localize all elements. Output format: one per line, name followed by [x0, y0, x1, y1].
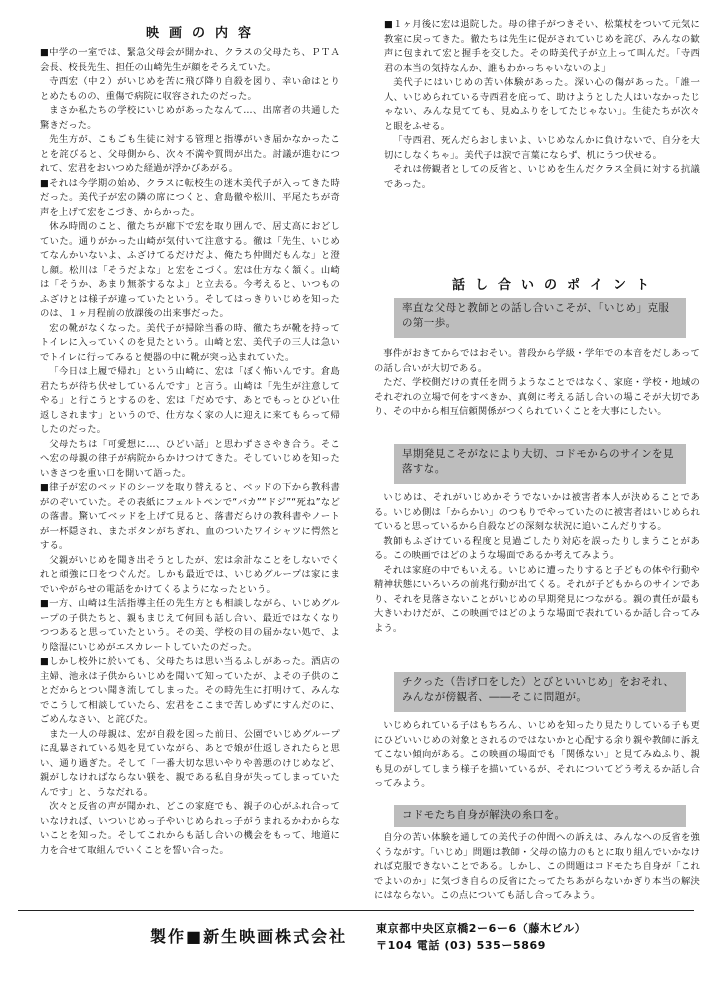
paragraph: 先生方が、こもごも生徒に対する管理と指導がいき届かなかったことを詫びると、父母側から、次々不満や質問が出た。討議が進むにつれて、宏君をおいつめた経過が浮かびあがる。: [40, 134, 340, 174]
paragraph: まさか私たちの学校にいじめがあったなんて…、出席者の共通した驚きだった。: [40, 105, 340, 131]
paragraph: 事件がおきてからではおそい。普段から学級・学年での本音をだしあっての話し合いが大切である。: [374, 348, 700, 374]
points-heading: 話し合いのポイント: [452, 278, 660, 293]
paragraph: 宏の靴がなくなった。美代子が掃除当番の時、徹たちが靴を持ってトイレに入っていくのを見たという。山崎と宏、美代子の三人は急いでトイレに行ってみると便器の中に靴が突っ込まれていた。: [40, 322, 340, 363]
paragraph: いじめは、それがいじめかそうでないかは被害者本人が決めることである。いじめ側は「からかい」のつもりでやっていたのに被害者はいじめられていると思っているから自殺などの深刻な状況に追いこんだりする。: [374, 492, 700, 532]
paragraph: 美代子にはいじめの苦い体験があった。深い心の傷があった。「誰一人、いじめられている寺西君を庇って、助けようとした人はいなかったじゃない、みんな見てても、見ぬふりをしてたじゃない」。生徒たちが次々と眼をふせる。: [384, 77, 700, 132]
callout-1: 率直な父母と教師との話し合いこそが、「いじめ」克服の第一歩。: [394, 298, 686, 338]
left-heading: 映画の内容: [146, 26, 262, 41]
paragraph: 寺西宏（中２）がいじめを苦に飛び降り自殺を図り、幸い命はとりとめたものの、重傷で病院に収容されたのだった。: [40, 76, 340, 102]
section-4-text: [374, 831, 700, 907]
paragraph: それは家庭の中でもいえる。いじめに遭ったりすると子どもの体や行動や精神状態にいろいろの前兆行動が出てくる。それが子どもからのサインであり、それを見落さないことがいじめの早期発見につながる。親の責任が最も大きいわけだが、この映画ではどのような場面で表れているか話し合ってみよう。: [374, 564, 700, 634]
paragraph: いじめられている子はもちろん、いじめを知ったり見たりしている子も更にひどいいじめの対象とされるのではないかと心配する余り親や教師に訴えてこない傾向がある。この映画の場面でも「関係ない」と見てみぬふり、親も見のがしてしまう様子を描いているが、それについてどう考えるか話し合ってみよう。: [374, 720, 700, 789]
paragraph: ■それは今学期の始め、クラスに転校生の迷木美代子が入ってきた時だった。美代子が宏の隣の席につくと、倉島徹や松川、平尾たちが奇声を上げて宏をこづき、からかった。: [40, 177, 340, 218]
paragraph: ■しかし校外に於いても、父母たちは思い当るふしがあった。酒店の主婦、池永は子供からいじめを聞いて知っていたが、よその子供のことだからとつい聞き流してしまった。その時先生に打明けて、みんなでこうして相談していたら、宏君をここまで苦しめずにすんだのに、ごめんなさい、と詫びた。: [40, 656, 340, 725]
paragraph: 教師もふざけている程度と見過ごしたり対応を誤ったりしまうことがある。この映画ではどのような場面であるか考えてみよう。: [374, 535, 700, 561]
paragraph: ただ、学校側だけの責任を問うようなことではなく、家庭・学校・地域のそれぞれの立場で何をすべきか、真剣に考える話し合いの場こそが大切であり、その中から相互信頼関係がつくられていくことを大事にしたい。: [374, 377, 700, 417]
paragraph: ■１ヶ月後に宏は退院した。母の律子がつきそい、松葉杖をついて元気に教室に戻ってきた。徹たちは先生に促がされていじめを詫び、みんなの歓声に包まれて宏と握手を交した。その時美代子が立上って叫んだ。「寺西君の本当の気持なんか、誰もわかっちゃいないのよ」: [384, 19, 700, 74]
paragraph: 次々と反省の声が聞かれ、どこの家庭でも、親子の心がふれ合っていなければ、いついじめっ子やいじめられっ子がうまれるかわからないことを知った。そしてこれからも話し合いの機会をもって、地道に力を合せて取組んでいくことを誓い合った。: [40, 801, 340, 856]
paragraph: 自分の苦い体験を通しての美代子の仲間への訴えは、みんなへの反省を強くうながす。「いじめ」問題は教師・父母の協力のもとに取り組んでいかなければ克服できないことである。しかし、この問題はコドモたち自身が「これでよいのか」に気づき自らの反省にたってたちあがらないかぎり本当の解決にはならない。この点についても話し合ってみよう。: [374, 832, 700, 901]
right-column-story: [384, 18, 700, 250]
paragraph: ■律子が宏のベッドのシーツを取り替えると、ベッドの下から教科書がのぞいていた。その表紙にフェルトペンで“バカ”“ドジ”“死ね”などの落書。驚いてベッドを上げて見ると、落書だらけの教科書やノートが一杯隠され、またボタンがちぎれ、血のついたワイシャツに愕然とする。: [40, 482, 340, 551]
paragraph: 休み時間のこと、徹たちが廊下で宏を取り囲んで、居丈高におどしていた。通りがかった山崎が気付いて注意する。徹は「先生、いじめてなんかいないよ、ふざけてるだけだよ、俺たち仲間だもんな」と澄し顔。松川は「そうだよな」と宏をこづく。宏は仕方なく頷く。山崎は「そうか、あまり無茶するなよ」と立去る。今考えると、いつものふざけとは様子が違っていたという。そしてはっきりいじめを知ったのは、１ヶ月程前の放課後の出来事だった。: [40, 221, 340, 319]
paragraph: 「寺西君、死んだらおしまいよ、いじめなんかに負けないで、自分を大切にしなくちゃ」。美代子は涙で言葉にならず、机にうつ伏せる。: [384, 135, 700, 161]
footer-address-line2: 〒104 電話 (03) 535ー5869: [376, 939, 546, 952]
paragraph: 父母たちは「可愛想に…、ひどい話」と思わずささやき合う。そこへ宏の母親の律子が病院からかけつけてきた。そしていじめを知ったいきさつを重い口を開いて語った。: [40, 438, 340, 479]
footer-rule: [18, 910, 694, 911]
footer-company: 製作■新生映画株式会社: [150, 927, 348, 946]
paragraph: それは傍観者としての反省と、いじめを生んだクラス全員に対する抗議であった。: [384, 164, 700, 190]
section-1-text: [374, 347, 700, 433]
paragraph: ■一方、山崎は生活指導主任の先生方とも相談しながら、いじめグループの子供たちと、親もまじえて何回も話し合い、最近ではなくなりつつあると思っていたという。その美、学校の目の届かない処で、より陰湿にいじめがエスカレートしていたのだった。: [40, 598, 340, 653]
paragraph: 「今日は上履で帰れ」という山崎に、宏は「ぼく怖いんです。倉島君たちが待ち伏せしているんです」と言う。山崎は「先生が注意してやる」と行こうとするのを、宏は「だめです、あとでもっとひどい仕返しされます」というので、仕方なく家の人に迎えに来てもらって帰したのだった。: [40, 366, 340, 435]
paragraph: また一人の母親は、宏が自殺を図った前日、公園でいじめグループに乱暴されている処を見ていながら、あとで娘が仕返しされたらと思い、通り過ぎた。そして「一番大切な思いやりや善悪のけじめなど、親がしなければならない躾を、親である私自身が失ってしまっていたんです」と、うなだれる。: [40, 728, 340, 798]
paragraph: 父親がいじめを聞き出そうとしたが、宏は余計なことをしないでくれと頑強に口をつぐんだ。しかも最近では、いじめグループは家にまでいやがらせの電話をかけてくるようになったという。: [40, 554, 340, 595]
paragraph: ■中学の一室では、緊急父母会が開かれ、クラスの父母たち、ＰＴＡ会長、校長先生、担任の山崎先生が顔をそろえていた。: [40, 47, 340, 73]
callout-3: チクった（告げ口をした）とびといいじめ」をおそれ、みんなが傍観者、――そこに問題が。: [394, 672, 686, 712]
footer-address: [376, 920, 586, 954]
section-2-text: [374, 491, 700, 663]
callout-4: コドモたち自身が解決の糸口を。: [394, 805, 686, 827]
left-column: [40, 46, 340, 906]
callout-2: 早期発見こそがなにより大切、コドモからのサインを見落すな。: [394, 444, 686, 484]
section-3-text: [374, 719, 700, 801]
footer-address-line1: 東京都中央区京橋2ー6ー6（藤木ビル）: [376, 922, 587, 935]
